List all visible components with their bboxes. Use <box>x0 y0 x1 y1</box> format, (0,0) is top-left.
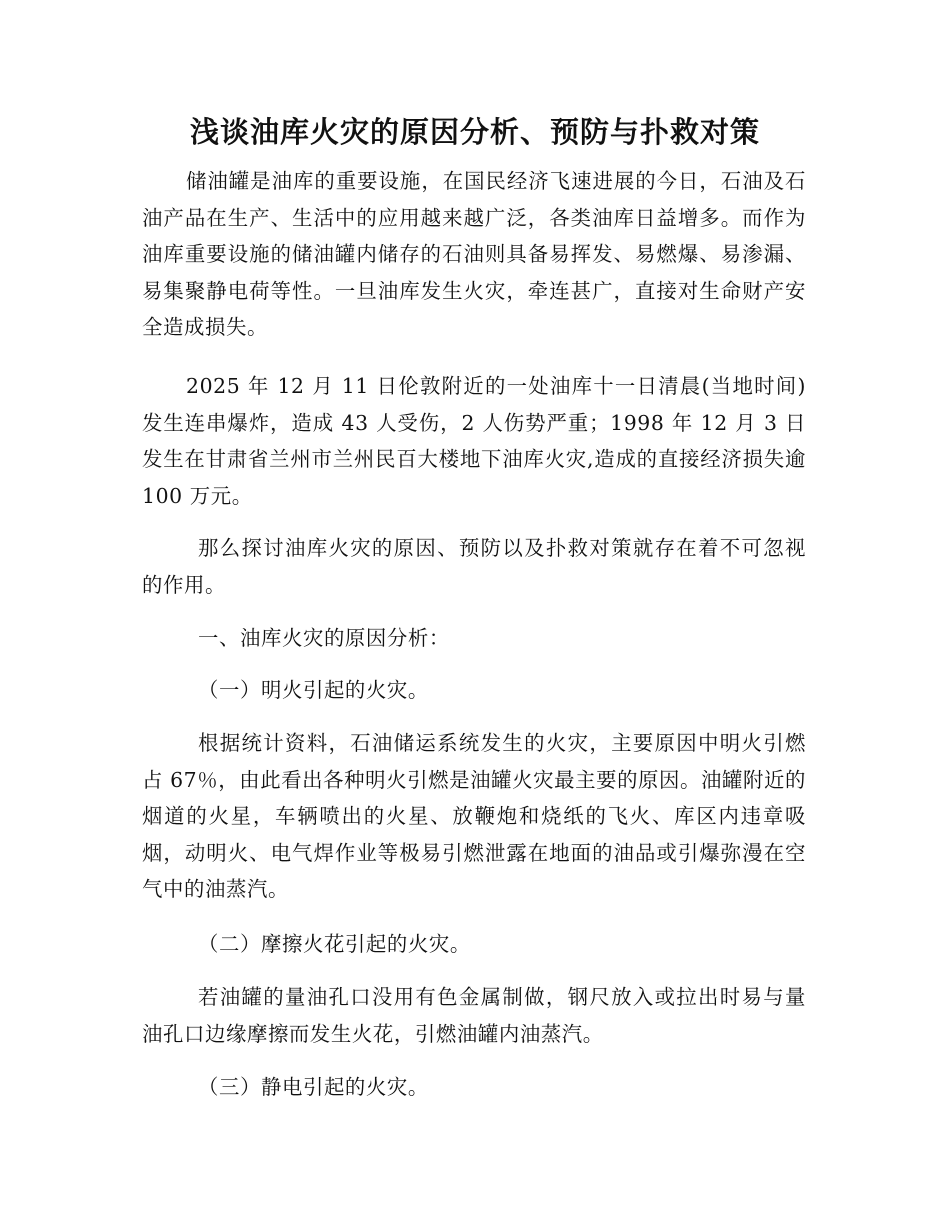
section-heading-causes: 一、油库火灾的原因分析： <box>198 626 450 650</box>
paragraph-incidents: 2025 年 12 月 11 日伦敦附近的一处油库十一日清晨(当地时间)发生连串爆炸，造成 43 人受伤，2 人伤势严重；1998 年 12 月 3 日发生在甘肃省兰州市兰州民百大楼地下油库火灾,造成的直接经济损失逾 100 万元。 <box>142 374 806 508</box>
paragraph-significance: 那么探讨油库火灾的原因、预防以及扑救对策就存在着不可忽视的作用。 <box>142 536 806 597</box>
document-title: 浅谈油库火灾的原因分析、预防与扑救对策 <box>189 115 760 149</box>
paragraph-intro: 储油罐是油库的重要设施，在国民经济飞速进展的今日，石油及石油产品在生产、生活中的应用越来越广泛，各类油库日益增多。而作为油库重要设施的储油罐内储存的石油则具备易挥发、易燃爆、易渗漏、易集聚静电荷等性。一旦油库发生火灾，牵连甚广，直接对生命财产安全造成损失。 <box>142 169 806 340</box>
subheading-friction-spark: （二）摩擦火花引起的火灾。 <box>198 932 471 956</box>
paragraph-friction-spark: 若油罐的量油孔口没用有色金属制做，钢尺放入或拉出时易与量油孔口边缘摩擦而发生火花，引燃油罐内油蒸汽。 <box>142 985 806 1046</box>
subheading-static: （三）静电引起的火灾。 <box>198 1075 429 1099</box>
paragraph-open-flame: 根据统计资料，石油储运系统发生的火灾，主要原因中明火引燃占 67％，由此看出各种明火引燃是油罐火灾最主要的原因。油罐附近的烟道的火星，车辆喷出的火星、放鞭炮和烧纸的飞火、库区内违章吸烟，动明火、电气焊作业等极易引燃泄露在地面的油品或引爆弥漫在空气中的油蒸汽。 <box>142 731 806 902</box>
subheading-open-flame: （一）明火引起的火灾。 <box>198 678 429 702</box>
